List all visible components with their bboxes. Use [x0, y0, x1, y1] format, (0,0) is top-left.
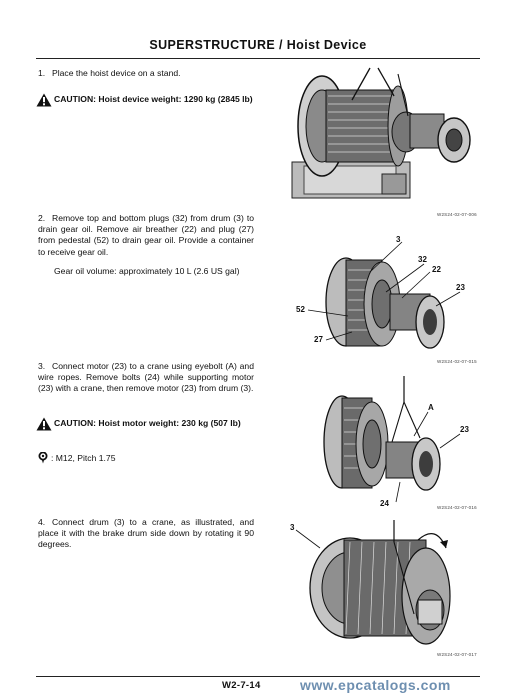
- header-rule: [36, 58, 480, 59]
- figure-code: W2S24-02-07-015: [437, 359, 477, 364]
- figure-code: W2S24-02-07-006: [437, 212, 477, 217]
- callout-22: 22: [432, 265, 441, 274]
- step-number: 4.: [38, 517, 46, 527]
- callout-23: 23: [460, 425, 469, 434]
- step-number: 3.: [38, 361, 46, 371]
- warning-icon: [36, 93, 52, 107]
- figure-code: W2S24-02-07-017: [437, 652, 477, 657]
- step-2: [38, 213, 254, 258]
- bolt-spec: [38, 452, 238, 464]
- wrench-socket-icon: [38, 452, 48, 464]
- warning-icon: [36, 417, 52, 431]
- callout-24: 24: [380, 499, 389, 506]
- callout-23: 23: [456, 283, 465, 292]
- gear-oil-volume-note: Gear oil volume: approximately 10 L (2.6 US gal): [54, 266, 240, 276]
- step-3: [38, 361, 254, 395]
- callout-32: 32: [418, 255, 427, 264]
- callout-a: A: [428, 403, 434, 412]
- step-text: Connect motor (23) to a crane using eyebolt (A) and wire ropes. Remove bolts (24) while supporting motor (23) with a crane, then remove motor (23) from drum (3).: [38, 361, 254, 394]
- figure-drain-gear-oil: [290, 230, 480, 360]
- callout-52: 52: [296, 305, 305, 314]
- step-4: [38, 517, 254, 551]
- caution-text: CAUTION: Hoist motor weight: 230 kg (507 lb): [54, 418, 241, 428]
- callout-3: 3: [396, 235, 401, 244]
- callout-27: 27: [314, 335, 323, 344]
- step-number: 2.: [38, 213, 46, 223]
- step-text: Connect drum (3) to a crane, as illustrated, and place it with the brake drum side down by rotating it 90 degrees.: [38, 517, 254, 550]
- step-text: Place the hoist device on a stand.: [52, 68, 181, 78]
- figure-code: W2S24-02-07-016: [437, 505, 477, 510]
- step-number: 1.: [38, 68, 46, 78]
- watermark: www.epcatalogs.com: [300, 677, 451, 693]
- page-number: W2-7-14: [222, 680, 261, 691]
- bolt-spec-text: : M12, Pitch 1.75: [51, 453, 116, 463]
- page-title: SUPERSTRUCTURE / Hoist Device: [149, 38, 367, 52]
- caution-hoist-weight: [36, 94, 258, 105]
- step-text: Remove top and bottom plugs (32) from drum (3) to drain gear oil. Remove air breather (22) and plug (27) from pedestal (52) to drain gear oil. Provide a container to receive gear oil.: [38, 213, 254, 257]
- figure-rotate-drum: [286, 518, 480, 652]
- callout-3: 3: [290, 523, 295, 532]
- caution-motor-weight: [36, 418, 258, 429]
- caution-text: CAUTION: Hoist device weight: 1290 kg (2845 lb): [54, 94, 253, 104]
- figure-remove-motor: [300, 372, 480, 506]
- figure-hoist-on-stand: [282, 66, 478, 208]
- step-1: [38, 68, 254, 79]
